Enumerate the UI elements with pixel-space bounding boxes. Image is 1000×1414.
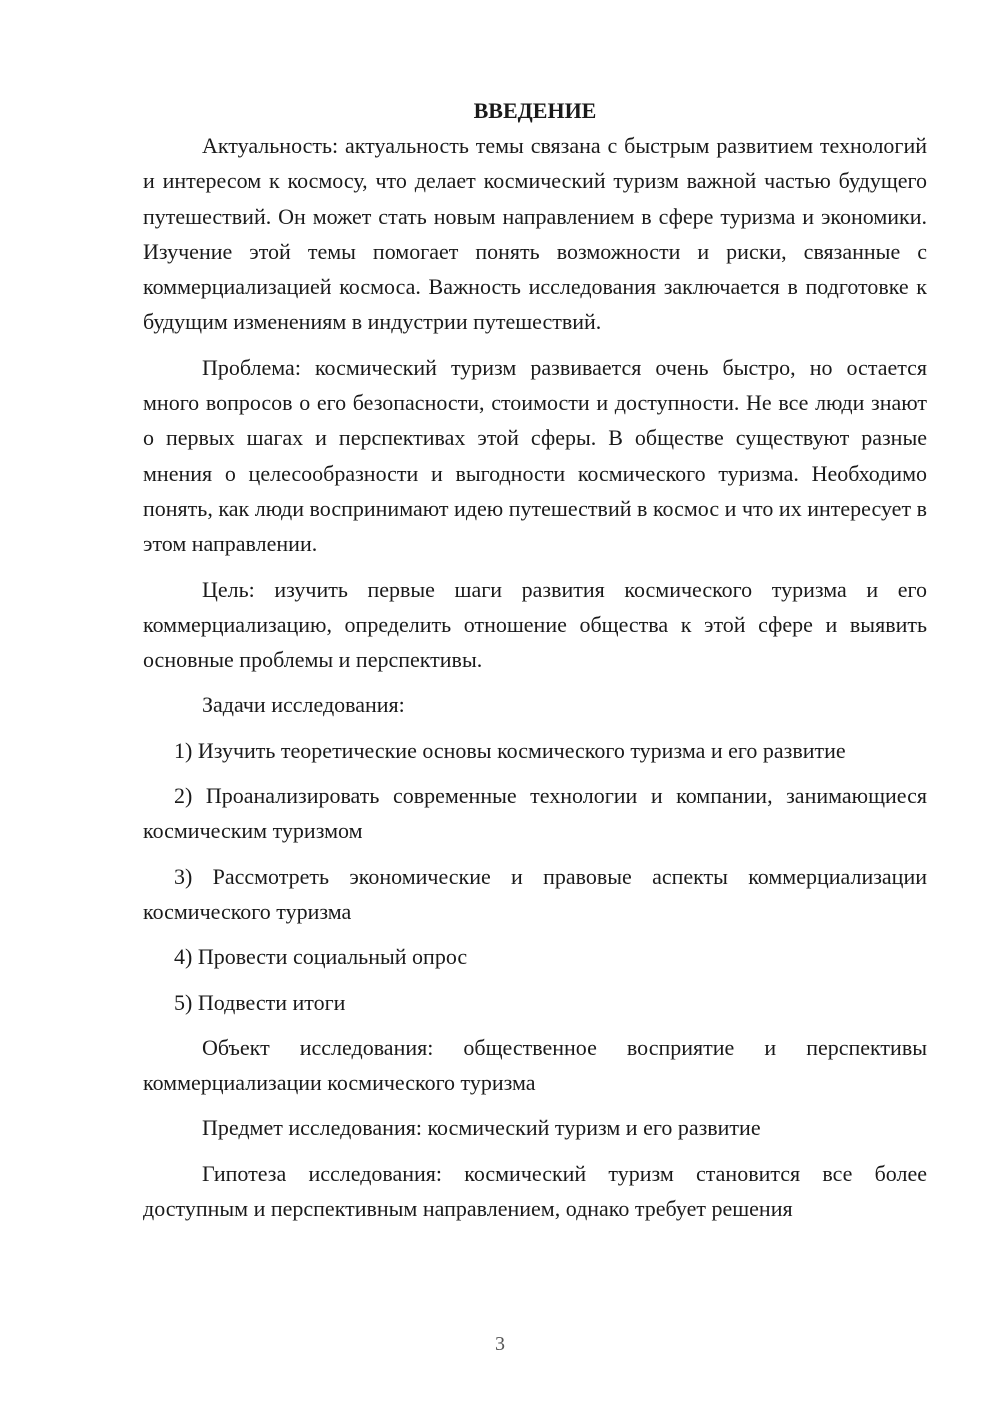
task-item-2: 2) Проанализировать современные технологии и компании, занимающиеся космическим туризмом [143,783,927,844]
subject-paragraph: Предмет исследования: космический туризм и его развитие [202,1115,761,1141]
task-item-4: 4) Провести социальный опрос [174,944,468,970]
tasks-heading: Задачи исследования: [202,692,405,718]
task-item-1: 1) Изучить теоретические основы космического туризма и его развитие [174,737,846,763]
relevance-paragraph: Актуальность: актуальность темы связана с быстрым развитием технологий и интересом к космосу, что делает космический туризм важной частью будущего путешествий. Он может стать новым направлением в сфере туризма и экономики. Изучение этой темы помогает понять возможности и риски, связанные с коммерциализацией космоса. Важность исследования заключается в подготовке к будущим изменениям в индустрии путешествий. [143,133,927,335]
document-page [143,93,927,1236]
page-number: 3 [495,1333,505,1355]
page-title: ВВЕДЕНИЕ [473,98,597,123]
hypothesis-paragraph: Гипотеза исследования: космический туризм становится все более доступным и перспективным направлением, однако требует решения [143,1160,927,1222]
goal-paragraph: Цель: изучить первые шаги развития космического туризма и его коммерциализацию, определить отношение общества к этой сфере и выявить основные проблемы и перспективы. [143,576,927,673]
problem-paragraph: Проблема: космический туризм развивается очень быстро, но остается много вопросов о его безопасности, стоимости и доступности. Не все люди знают о первых шагах и перспективах этой сферы. В обществе существуют разные мнения о целесообразности и выгодности космического туризма. Необходимо понять, как люди воспринимают идею путешествий в космос и что их интересует в этом направлении. [143,354,927,557]
object-paragraph: Объект исследования: общественное восприятие и перспективы коммерциализации космического туризма [143,1034,927,1096]
task-item-5: 5) Подвести итоги [174,989,346,1015]
task-item-3: 3) Рассмотреть экономические и правовые аспекты коммерциализации космического туризма [143,863,927,924]
